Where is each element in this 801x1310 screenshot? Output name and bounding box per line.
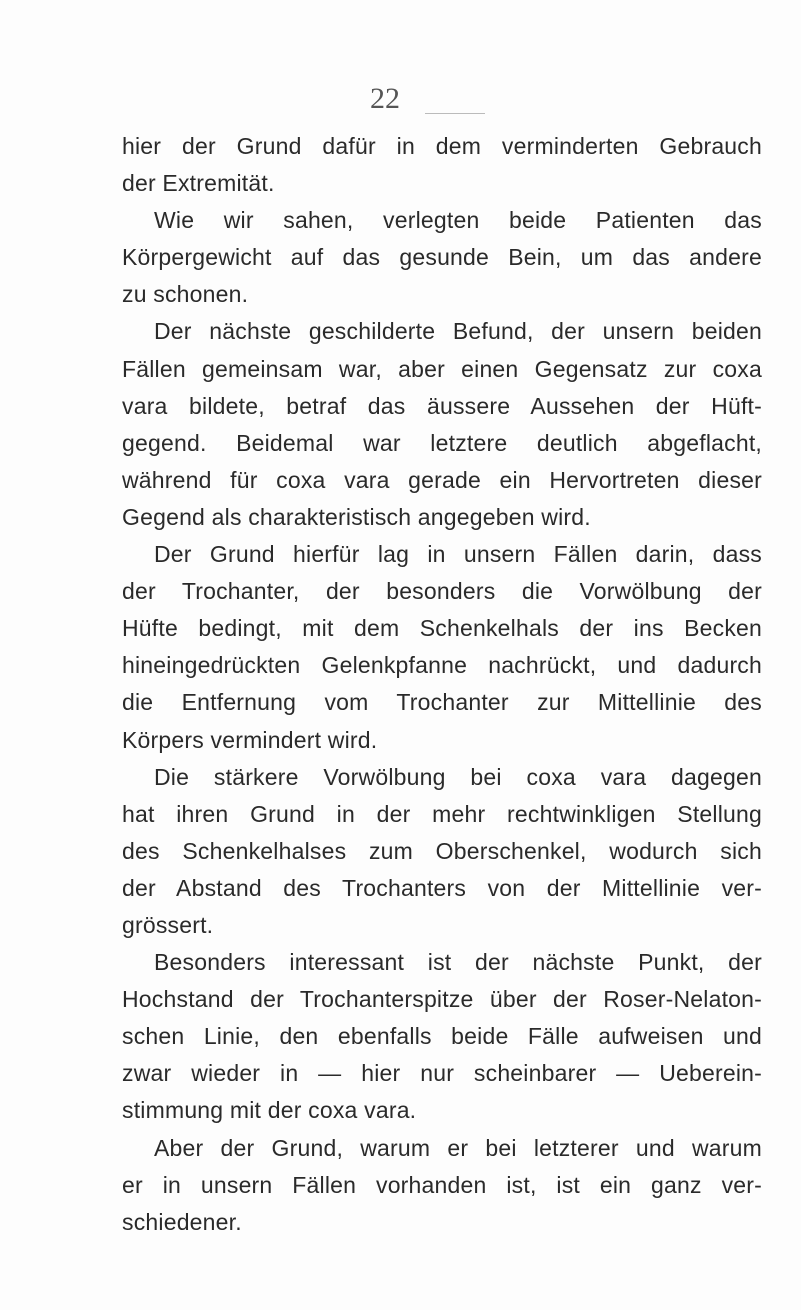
text-line: Der nächste geschilderte Befund, der unsern beiden	[154, 318, 762, 345]
text-line: hat ihren Grund in der mehr rechtwinkligen Stellung	[122, 800, 762, 827]
text-line: Der Grund hierfür lag in unsern Fällen darin, dass	[154, 541, 762, 568]
body-text	[122, 128, 762, 1241]
text-line: die Entfernung vom Trochanter zur Mittellinie des	[122, 689, 762, 716]
text-line: der Abstand des Trochanters von der Mittellinie ver-	[122, 874, 762, 901]
text-line: während für coxa vara gerade ein Hervortreten dieser	[122, 466, 762, 493]
text-line: er in unsern Fällen vorhanden ist, ist ein ganz ver-	[122, 1171, 762, 1198]
text-line: Die stärkere Vorwölbung bei coxa vara dagegen	[154, 763, 762, 790]
text-line: vara bildete, betraf das äussere Aussehen der Hüft-	[122, 392, 762, 419]
text-line: stimmung mit der coxa vara.	[122, 1097, 417, 1124]
text-line: zwar wieder in — hier nur scheinbarer — Ueberein-	[122, 1060, 762, 1087]
text-line: hineingedrückten Gelenkpfanne nachrückt, und dadurch	[122, 652, 762, 679]
page-number: 22	[370, 82, 400, 115]
text-line: Körpergewicht auf das gesunde Bein, um das andere	[122, 244, 762, 271]
text-line: zu schonen.	[122, 281, 249, 308]
text-line: Hochstand der Trochanterspitze über der Roser-Nelaton-	[122, 986, 762, 1013]
text-line: grössert.	[122, 911, 214, 938]
text-line: Hüfte bedingt, mit dem Schenkelhals der ins Becken	[122, 615, 762, 642]
text-line: Fällen gemeinsam war, aber einen Gegensatz zur coxa	[122, 355, 762, 382]
page-number-rule	[425, 113, 485, 114]
text-line: gegend. Beidemal war letztere deutlich abgeflacht,	[122, 429, 762, 456]
text-line: des Schenkelhalses zum Oberschenkel, wodurch sich	[122, 837, 762, 864]
text-line: der Extremität.	[122, 170, 275, 197]
text-line: hier der Grund dafür in dem verminderten Gebrauch	[122, 133, 762, 159]
text-line: der Trochanter, der besonders die Vorwölbung der	[122, 578, 762, 605]
text-line: Wie wir sahen, verlegten beide Patienten das	[154, 207, 762, 234]
text-line: Gegend als charakteristisch angegeben wird.	[122, 503, 591, 530]
text-line: Aber der Grund, warum er bei letzterer und warum	[154, 1134, 762, 1161]
text-line: Besonders interessant ist der nächste Punkt, der	[154, 949, 762, 976]
text-line: schiedener.	[122, 1208, 242, 1235]
text-line: schen Linie, den ebenfalls beide Fälle aufweisen und	[122, 1023, 762, 1050]
text-line: Körpers vermindert wird.	[122, 726, 378, 753]
